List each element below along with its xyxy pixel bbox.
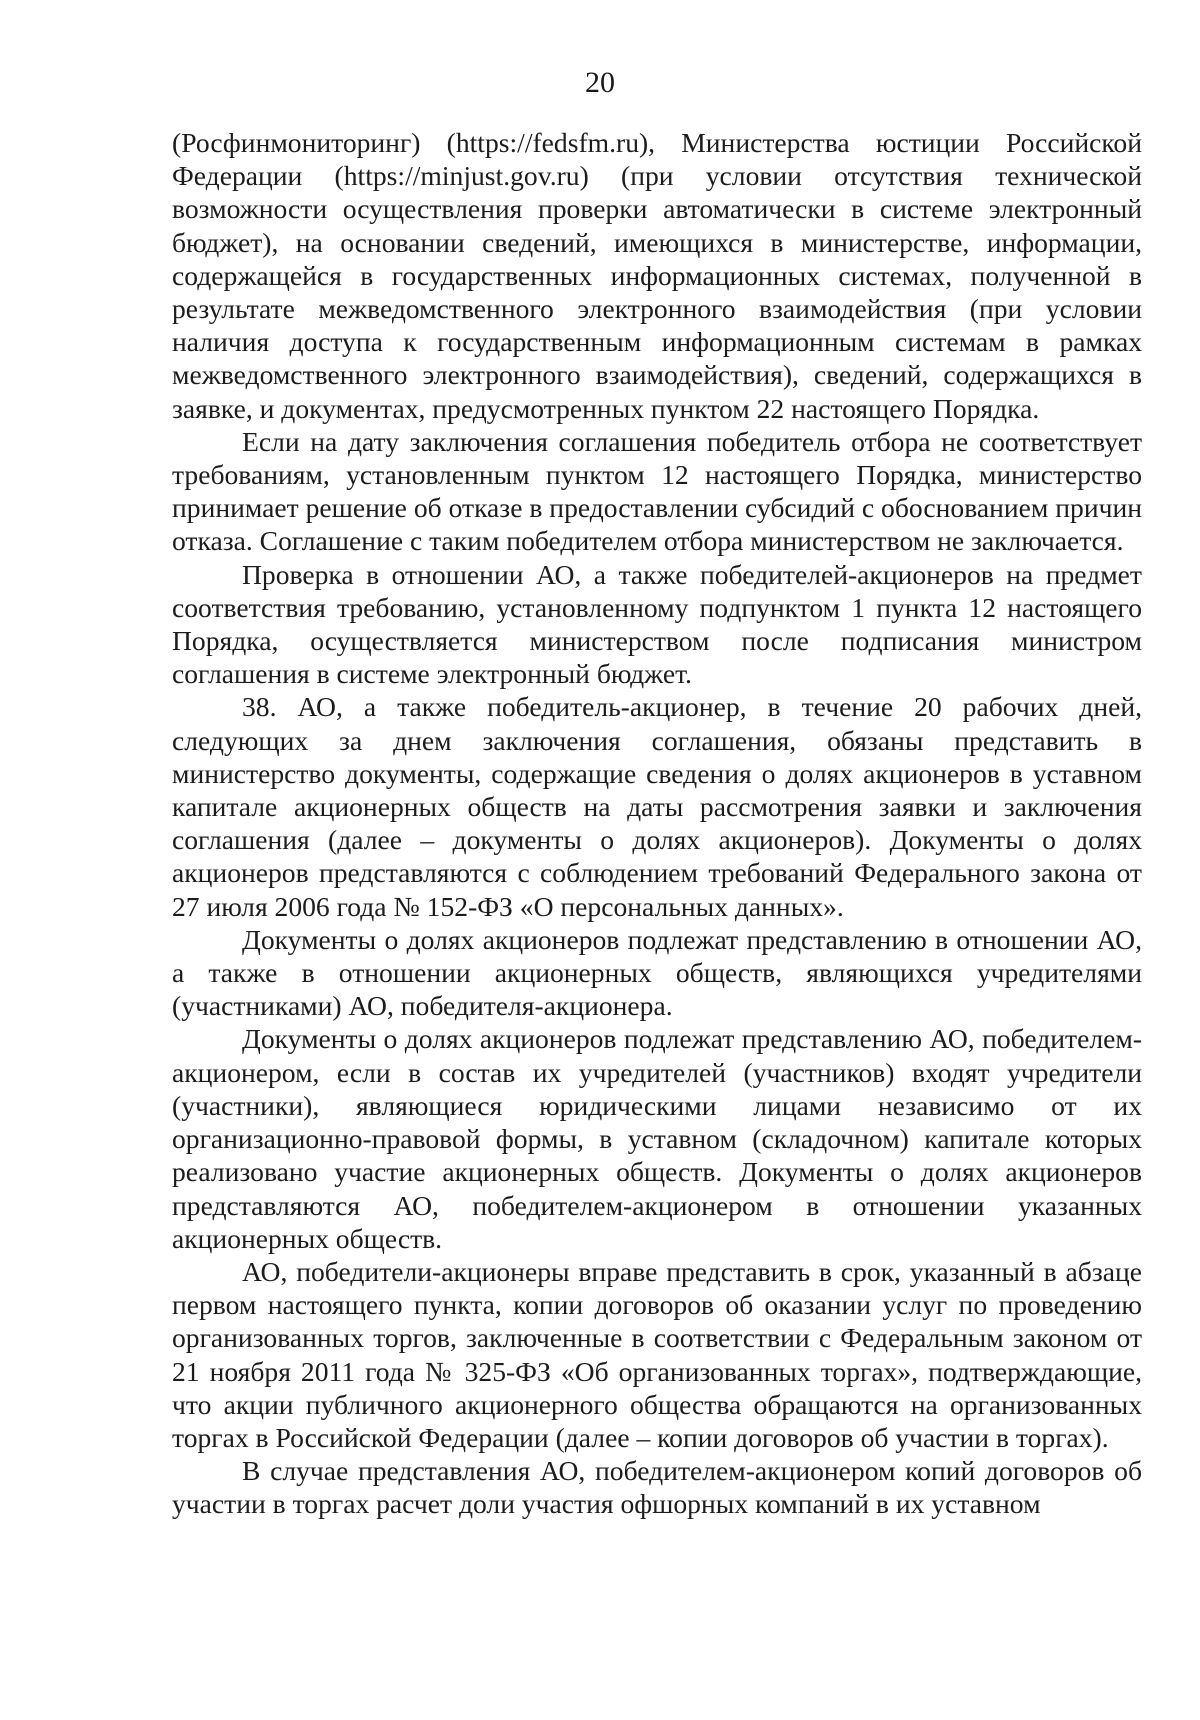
paragraph-7: АО, победители-акционеры вправе представить в срок, указанный в абзаце первом настоящего пункта, копии договоров об оказании услуг по проведению организованных торгов, заключенные в соответствии с Федеральным законом от 21 ноября 2011 года № 325-ФЗ «Об организованных торгах», подтверждающие, что акции публичного акционерного общества обращаются на организованных торгах в Российской Федерации (далее – копии договоров об участии в торгах). <box>172 1255 1142 1453</box>
document-body <box>172 126 1142 1521</box>
paragraph-2: Если на дату заключения соглашения победитель отбора не соответствует требованиям, установленным пунктом 12 настоящего Порядка, министерство принимает решение об отказе в предоставлении субсидий с обоснованием причин отказа. Соглашение с таким победителем отбора министерством не заключается. <box>172 425 1142 557</box>
paragraph-4: 38. АО, а также победитель-акционер, в течение 20 рабочих дней, следующих за днем заключения соглашения, обязаны представить в министерство документы, содержащие сведения о долях акционеров в уставном капитале акционерных обществ на даты рассмотрения заявки и заключения соглашения (далее – документы о долях акционеров). Документы о долях акционеров представляются с соблюдением требований Федерального закона от 27 июля 2006 года № 152-ФЗ «О персональных данных». <box>172 691 1142 922</box>
paragraph-1: (Росфинмониторинг) (https://fedsfm.ru), Министерства юстиции Российской Федерации (https://minjust.gov.ru) (при условии отсутствия технической возможности осуществления проверки автоматически в системе электронный бюджет), на основании сведений, имеющихся в министерстве, информации, содержащейся в государственных информационных системах, полученной в результате межведомственного электронного взаимодействия (при условии наличия доступа к государственным информационным системам в рамках межведомственного электронного взаимодействия), сведений, содержащихся в заявке, и документах, предусмотренных пунктом 22 настоящего Порядка. <box>172 127 1142 424</box>
page-number: 20 <box>585 66 615 99</box>
paragraph-6: Документы о долях акционеров подлежат представлению АО, победителем-акционером, если в состав их учредителей (участников) входят учредители (участники), являющиеся юридическими лицами независимо от их организационно-правовой формы, в уставном (складочном) капитале которых реализовано участие акционерных обществ. Документы о долях акционеров представляются АО, победителем-акционером в отношении указанных акционерных обществ. <box>172 1023 1142 1254</box>
paragraph-8: В случае представления АО, победителем-акционером копий договоров об участии в торгах расчет доли участия офшорных компаний в их уставном <box>172 1455 1142 1520</box>
paragraph-5: Документы о долях акционеров подлежат представлению в отношении АО, а также в отношении акционерных обществ, являющихся учредителями (участниками) АО, победителя-акционера. <box>172 923 1142 1022</box>
paragraph-3: Проверка в отношении АО, а также победителей-акционеров на предмет соответствия требованию, установленному подпунктом 1 пункта 12 настоящего Порядка, осуществляется министерством после подписания министром соглашения в системе электронный бюджет. <box>172 558 1142 690</box>
